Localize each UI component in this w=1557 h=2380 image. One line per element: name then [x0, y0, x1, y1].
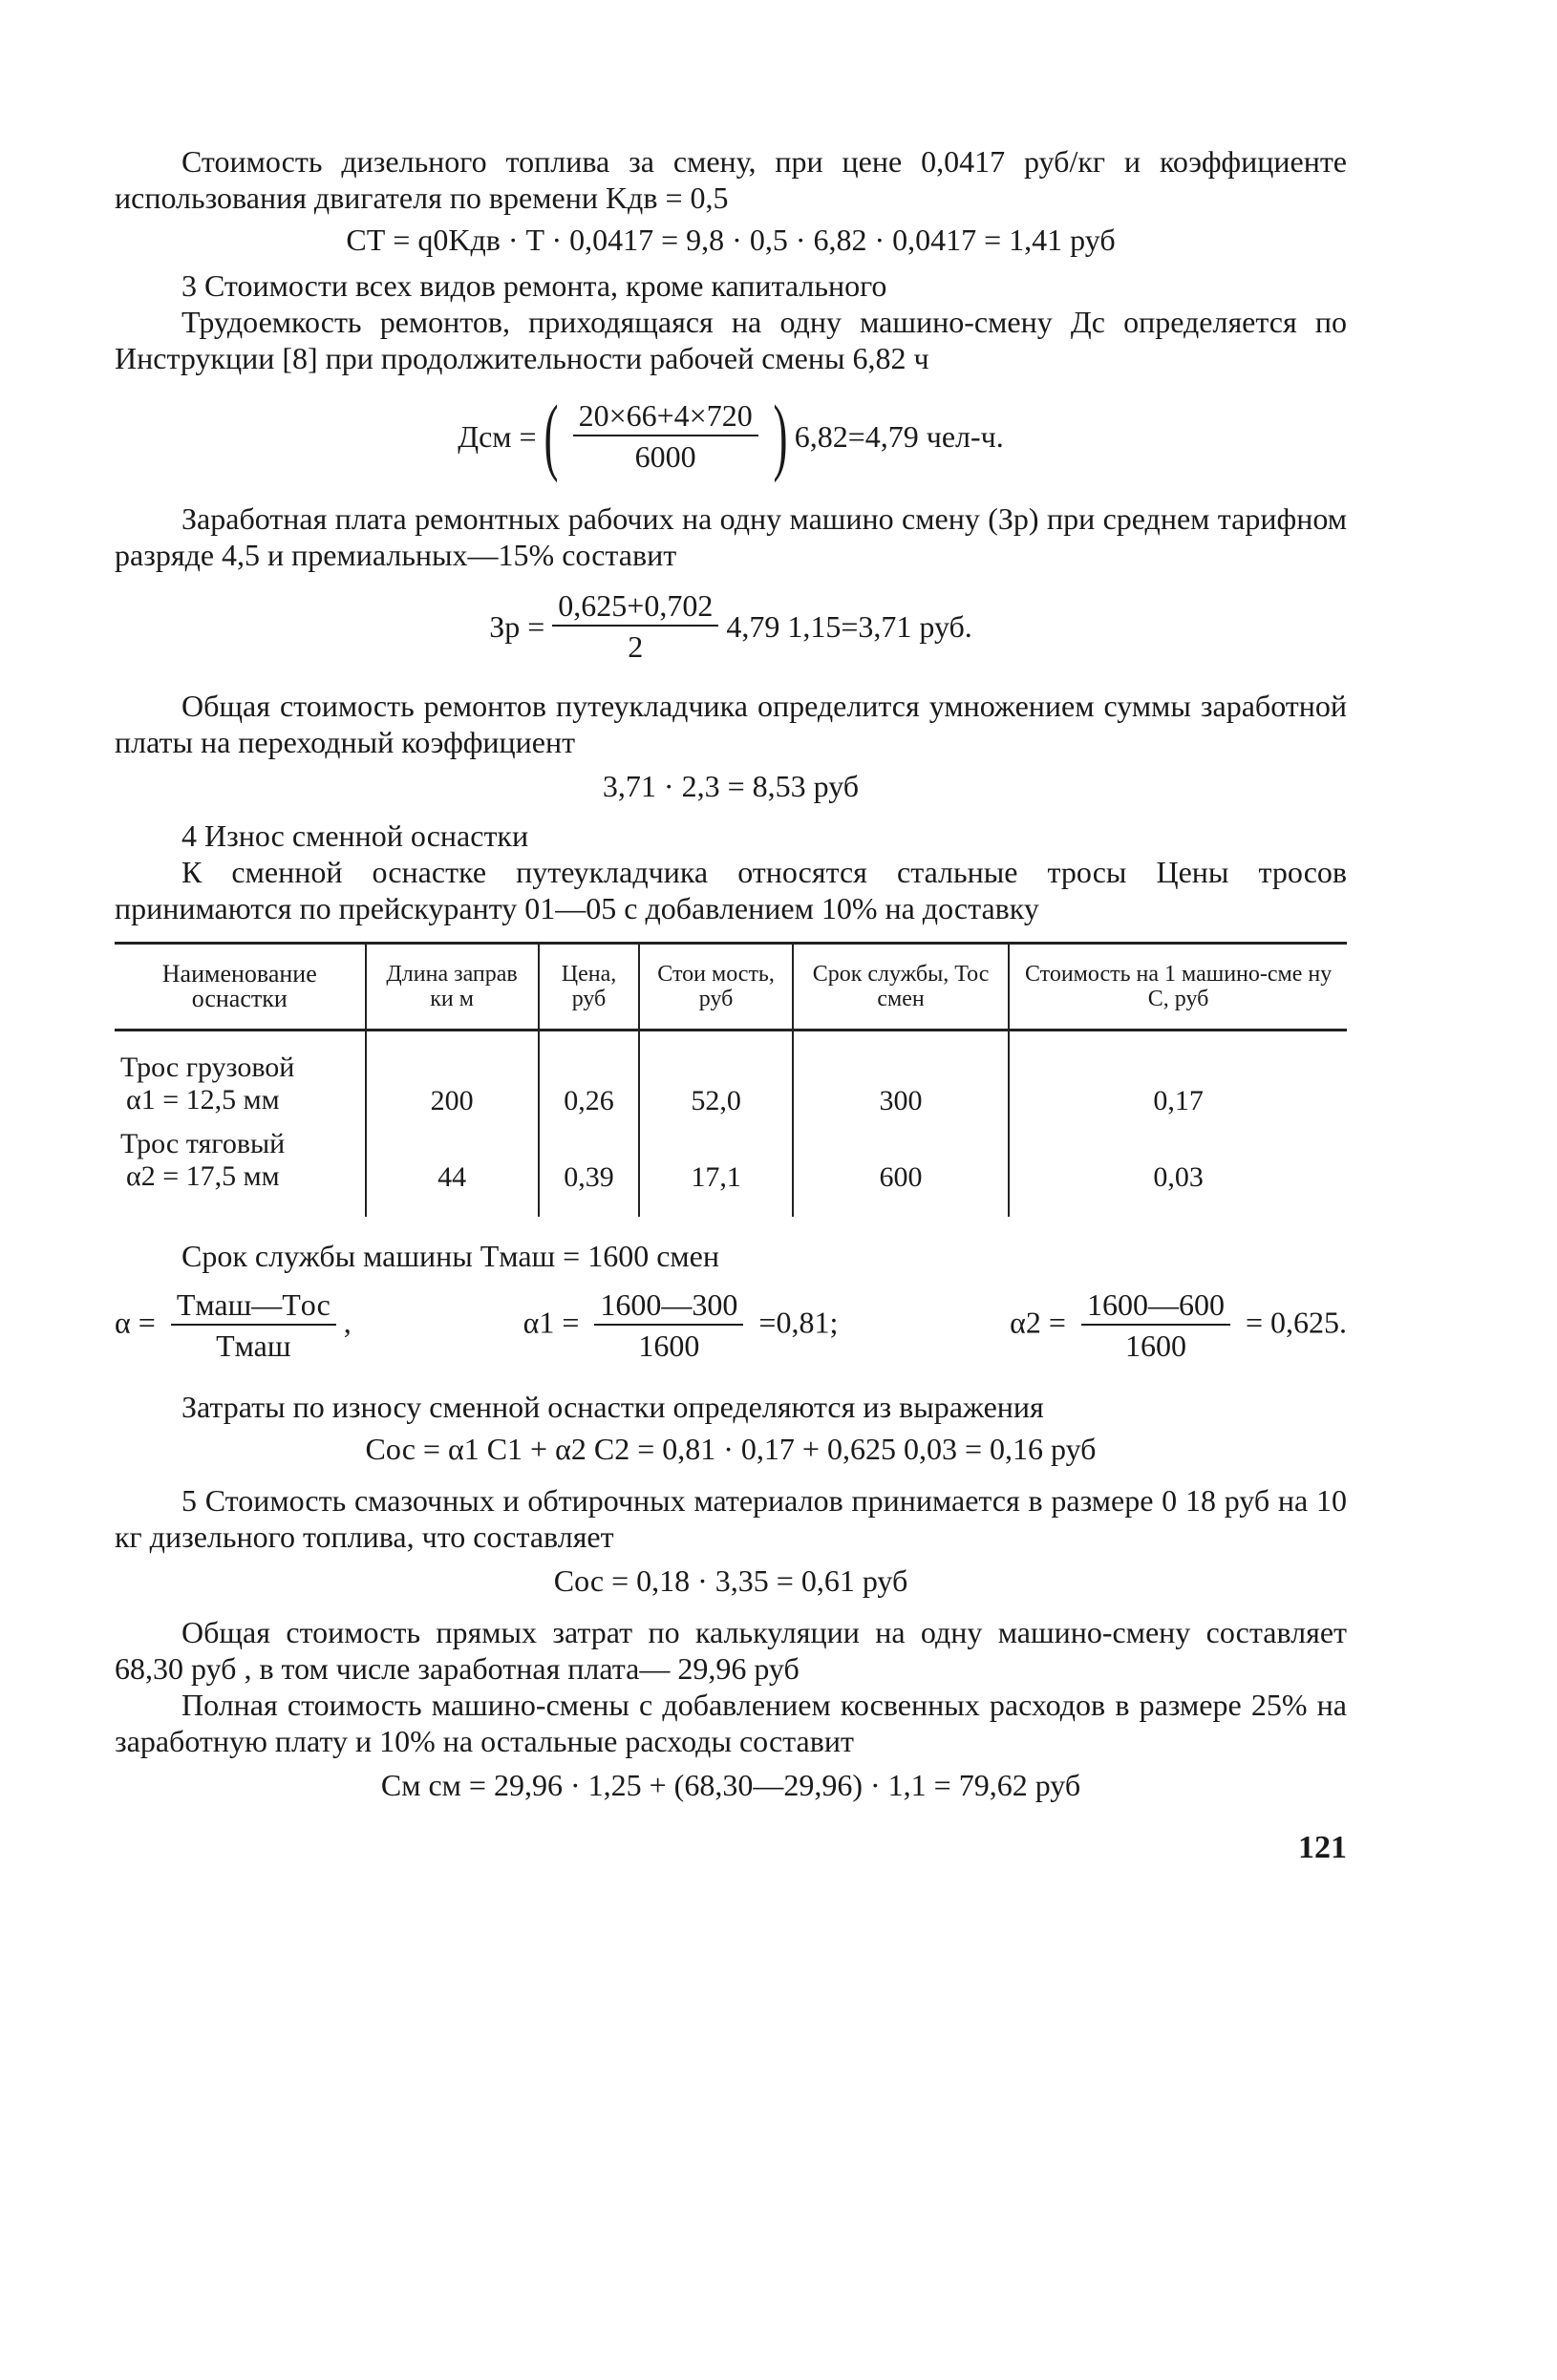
fraction-alpha1-denominator: 1600: [638, 1328, 700, 1363]
formula-repair-total: 3,71 · 2,3 = 8,53 руб: [602, 769, 860, 803]
row-life: 600: [793, 1121, 1009, 1217]
paragraph-machine-life: Срок службы машины Tмаш = 1600 смен: [181, 1239, 719, 1273]
table-row: [115, 1121, 1347, 1217]
paragraph-fuel-cost: Стоимость дизельного топлива за смену, при цене 0,0417 руб/кг и коэффициенте использования двигателя по времени Kдв = 0,5: [115, 144, 1347, 215]
fraction-wage-denominator: 2: [628, 629, 644, 664]
formula-alpha: [115, 1278, 1347, 1373]
row-life: 300: [793, 1031, 1009, 1122]
header-cost: Стои мость, руб: [639, 944, 793, 1031]
formula-wage-rhs: 4,79 1,15=3,71 руб.: [726, 608, 972, 644]
formula-full-cost: Cм см = 29,96 · 1,25 + (68,30—29,96) · 1,1 = 79,62 руб: [380, 1768, 1081, 1802]
rigging-table: [115, 942, 1347, 1217]
fraction-wage-numerator: 0,625+0,702: [552, 586, 718, 627]
row-cost: 52,0: [639, 1031, 793, 1122]
header-life: Срок службы, Тос смен: [793, 944, 1009, 1031]
row-price: 0,26: [539, 1031, 640, 1122]
section-4-heading: 4 Износ сменной оснастки: [181, 818, 529, 853]
row-name-line1: Трос грузовой: [120, 1052, 295, 1083]
page-number: 121: [1298, 1830, 1347, 1865]
document-page: [115, 143, 1347, 1866]
row-name-line2: α2 = 17,5 мм: [126, 1160, 280, 1192]
fraction-alpha2: [1081, 1286, 1230, 1366]
paragraph-wear: Затраты по износу сменной оснастки определяются из выражения: [181, 1390, 1044, 1424]
header-length: Длина заправ ки м: [366, 944, 539, 1031]
fraction-alpha-denominator: Tмаш: [216, 1328, 291, 1363]
alpha1-lhs: α1 =: [523, 1305, 580, 1340]
table-header-row: [115, 944, 1347, 1031]
formula-alpha1: [523, 1286, 839, 1366]
formula-lubricants: Cос = 0,18 · 3,35 = 0,61 руб: [553, 1563, 908, 1598]
table-row: [115, 1031, 1347, 1122]
fraction-labor-numerator: 20×66+4×720: [573, 396, 758, 436]
paragraph-lubricants: 5 Стоимость смазочных и обтирочных материалов принимается в размере 0 18 руб на 10 кг дизельного топлива, что составляет: [115, 1483, 1347, 1554]
formula-wage-lhs: Зр =: [489, 608, 545, 644]
row-length: 44: [366, 1121, 539, 1217]
formula-labor-rhs: 6,82=4,79 чел-ч.: [794, 418, 1004, 454]
row-per-shift: 0,03: [1009, 1121, 1347, 1217]
header-price: Цена, руб: [539, 944, 640, 1031]
formula-labor-intensity: [115, 384, 1347, 489]
paragraph-labor-intensity: Трудоемкость ремонтов, приходящаяся на одну машино-смену Дс определяется по Инструкции [8] при продолжительности рабочей смены 6,82 ч: [115, 305, 1347, 375]
alpha2-rhs: = 0,625.: [1245, 1305, 1347, 1340]
fraction-alpha-numerator: Tмаш—Tос: [171, 1286, 336, 1326]
formula-fuel-cost: CТ = q0Kдв · T · 0,0417 = 9,8 · 0,5 · 6,82 · 0,0417 = 1,41 руб: [346, 223, 1116, 257]
formula-labor-lhs: Дсм =: [458, 418, 537, 454]
alpha1-rhs: =0,81;: [758, 1305, 839, 1340]
fraction-alpha2-numerator: 1600—600: [1081, 1286, 1230, 1326]
formula-wage: [115, 579, 1347, 674]
formula-alpha2: [1010, 1286, 1347, 1366]
row-name-line1: Трос тяговый: [120, 1128, 286, 1159]
header-name: Наименование оснастки: [161, 960, 317, 1012]
fraction-alpha1-numerator: 1600—300: [594, 1286, 743, 1326]
row-cost: 17,1: [639, 1121, 793, 1217]
paragraph-rigging: К сменной оснастке путеукладчика относятся стальные тросы Цены тросов принимаются по прейскуранту 01—05 с добавлением 10% на доставку: [115, 855, 1347, 925]
paragraph-repair-total: Общая стоимость ремонтов путеукладчика определится умножением суммы заработной платы на переходный коэффициент: [115, 689, 1347, 759]
row-name: [115, 1031, 366, 1122]
left-paren-icon: (: [544, 389, 559, 483]
fraction-labor: [573, 396, 758, 477]
right-paren-icon: ): [773, 389, 788, 483]
formula-wear: Cос = α1 C1 + α2 C2 = 0,81 · 0,17 + 0,625 0,03 = 0,16 руб: [365, 1432, 1097, 1466]
formula-alpha-general: α = $\frac{\text{Tмаш—Tос}}{\text{Tмаш}}$ ,: [115, 1286, 352, 1366]
fraction-alpha2-denominator: 1600: [1124, 1328, 1186, 1363]
row-name: [115, 1121, 366, 1217]
fraction-wage: [552, 586, 718, 667]
alpha2-lhs: α2 =: [1010, 1305, 1066, 1340]
alpha-lhs: α =: [115, 1305, 156, 1340]
paragraph-direct-costs: Общая стоимость прямых затрат по калькуляции на одну машино-смену составляет 68,30 руб , в том числе заработная плата— 29,96 руб: [115, 1615, 1347, 1686]
row-length: 200: [366, 1031, 539, 1122]
fraction-alpha: [171, 1286, 336, 1366]
paragraph-wage: Заработная плата ремонтных рабочих на одну машино смену (Зр) при среднем тарифном разряде 4,5 и премиальных—15% составит: [115, 501, 1347, 572]
row-per-shift: 0,17: [1009, 1031, 1347, 1122]
fraction-alpha1: [594, 1286, 743, 1366]
section-3-heading: 3 Стоимости всех видов ремонта, кроме капитального: [181, 268, 887, 303]
row-price: 0,39: [539, 1121, 640, 1217]
fraction-labor-denominator: 6000: [634, 439, 696, 474]
header-per-shift: Стоимость на 1 машино-сме ну С, руб: [1009, 944, 1347, 1031]
row-name-line2: α1 = 12,5 мм: [126, 1084, 280, 1116]
paragraph-full-cost: Полная стоимость машино-смены с добавлением косвенных расходов в размере 25% на заработную плату и 10% на остальные расходы составит: [115, 1688, 1347, 1758]
